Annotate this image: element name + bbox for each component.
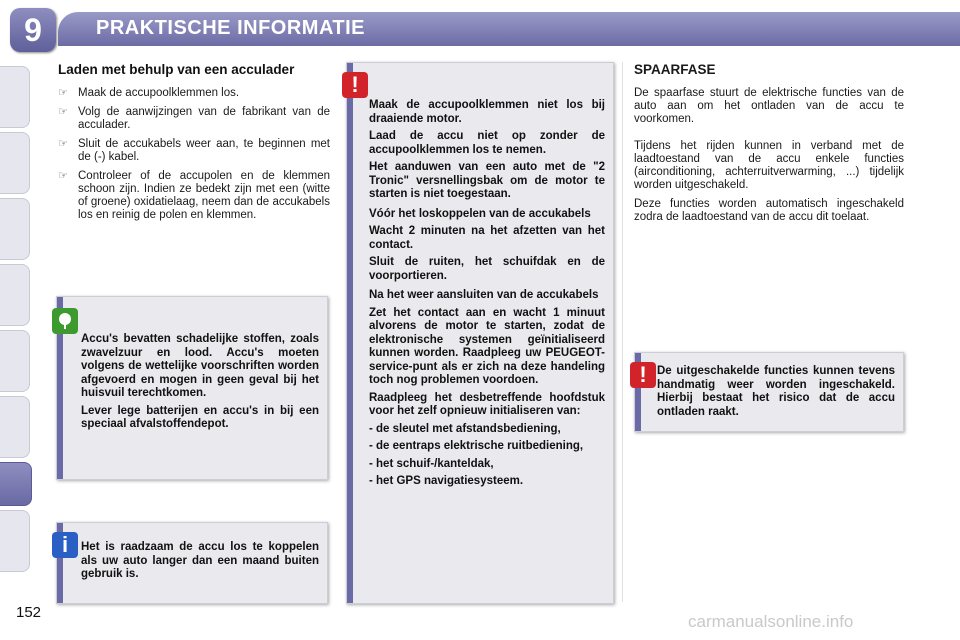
side-tab <box>0 198 30 260</box>
section-heading: SPAARFASE <box>634 62 716 77</box>
page-title: PRAKTISCHE INFORMATIE <box>96 17 366 39</box>
pointing-hand-icon: ☞ <box>58 170 68 182</box>
watermark: carmanualsonline.info <box>688 612 854 631</box>
side-tab <box>0 396 30 458</box>
side-tab <box>0 510 30 572</box>
pointing-hand-icon: ☞ <box>58 106 68 118</box>
page-number: 152 <box>16 604 42 621</box>
info-icon: i <box>52 532 78 558</box>
warning-icon: ! <box>630 362 656 388</box>
list-item: ☞ Maak de accupoolklemmen los. <box>58 87 240 99</box>
charging-section <box>58 62 330 228</box>
side-tab <box>0 132 30 194</box>
subheading: Vóór het loskoppelen van de accukabels <box>369 207 591 220</box>
list-item: ☞ Controleer of de accupolen en de klemmen schoon zijn. Indien ze bedekt zijn met een (witte of groene) oxidatielaag, neem dan de accukabels los en reinig de polen en klemmen. <box>58 170 330 221</box>
pointing-hand-icon: ☞ <box>58 138 68 150</box>
list-item: ☞ Sluit de accukabels weer aan, te beginnen met de (-) kabel. <box>58 138 330 163</box>
side-tab <box>0 264 30 326</box>
environment-note: Accu's bevatten schadelijke stoffen, zoals zwavelzuur en lood. Accu's moeten volgens de wettelijke voorschriften worden afgevoerd en mogen in geen geval bij het huisvuil terechtkomen. Lever lege batterijen en accu's in bij een speciaal afvalstoffendepot. <box>56 296 328 480</box>
side-tab <box>0 66 30 128</box>
side-tab-active <box>0 462 32 506</box>
warning-note: Maak de accupoolklemmen niet los bij draaiende motor. Laad de accu niet op zonder de accupoolklemmen los te nemen. Het aanduwen van een auto met de "2 Tronic" versnellingsbak om de motor te starten is niet toegestaan. Vóór het loskoppelen van de accukabels Wacht 2 minuten na het afzetten van het contact. Sluit de ruiten, het schuifdak en de voorportieren. Na het weer aansluiten van de accukabels Zet het contact aan en wacht 1 minuut alvorens de motor te starten, zodat de elektronische systemen geïnitialiseerd kunnen worden. Raadpleeg uw PEUGEOT-service-punt als er zich na deze handeling toch nog problemen voordoen. Raadpleeg het desbetreffende hoofdstuk voor het zelf opnieuw initialiseren van: - de sleutel met afstandsbediening, - de eentraps elektrische ruitbediening, - het schuif-/kanteldak, - het GPS navigatiesysteem. <box>346 62 614 604</box>
list-item: - de eentraps elektrische ruitbediening, <box>369 440 584 452</box>
side-tab <box>0 330 30 392</box>
list-item: - de sleutel met afstandsbediening, <box>369 422 561 435</box>
pointing-hand-icon: ☞ <box>58 87 68 99</box>
list-item: - het GPS navigatiesysteem. <box>369 475 524 487</box>
list-item: ☞ Volg de aanwijzingen van de fabrikant van de acculader. <box>58 106 330 131</box>
warning-note: De uitgeschakelde functies kunnen tevens handmatig weer worden ingeschakeld. Hierbij bestaat het risico dat de accu ontladen raakt. <box>634 352 904 432</box>
tree-icon <box>52 308 78 334</box>
subheading: Na het weer aansluiten van de accukabels <box>369 289 599 301</box>
section-heading: Laden met behulp van een acculader <box>58 62 295 77</box>
warning-icon: ! <box>342 72 368 98</box>
info-note: Het is raadzaam de accu los te koppelen als uw auto langer dan een maand buiten gebruik is. <box>56 522 328 604</box>
saving-section: SPAARFASE De spaarfase stuurt de elektrische functies van de auto aan om het ontladen van de accu te voorkomen. Tijdens het rijden kunnen in verband met de laadtoestand van de accu enkele functies (airconditioning, achterruitverwarming, ...) tijdelijk worden uitgeschakeld. Deze functies worden automatisch ingeschakeld zodra de laadtoestand van de accu dit toelaat. <box>634 62 904 223</box>
chapter-badge: 9 <box>10 8 56 52</box>
column-divider <box>622 62 623 602</box>
list-item: - het schuif-/kanteldak, <box>369 457 494 470</box>
